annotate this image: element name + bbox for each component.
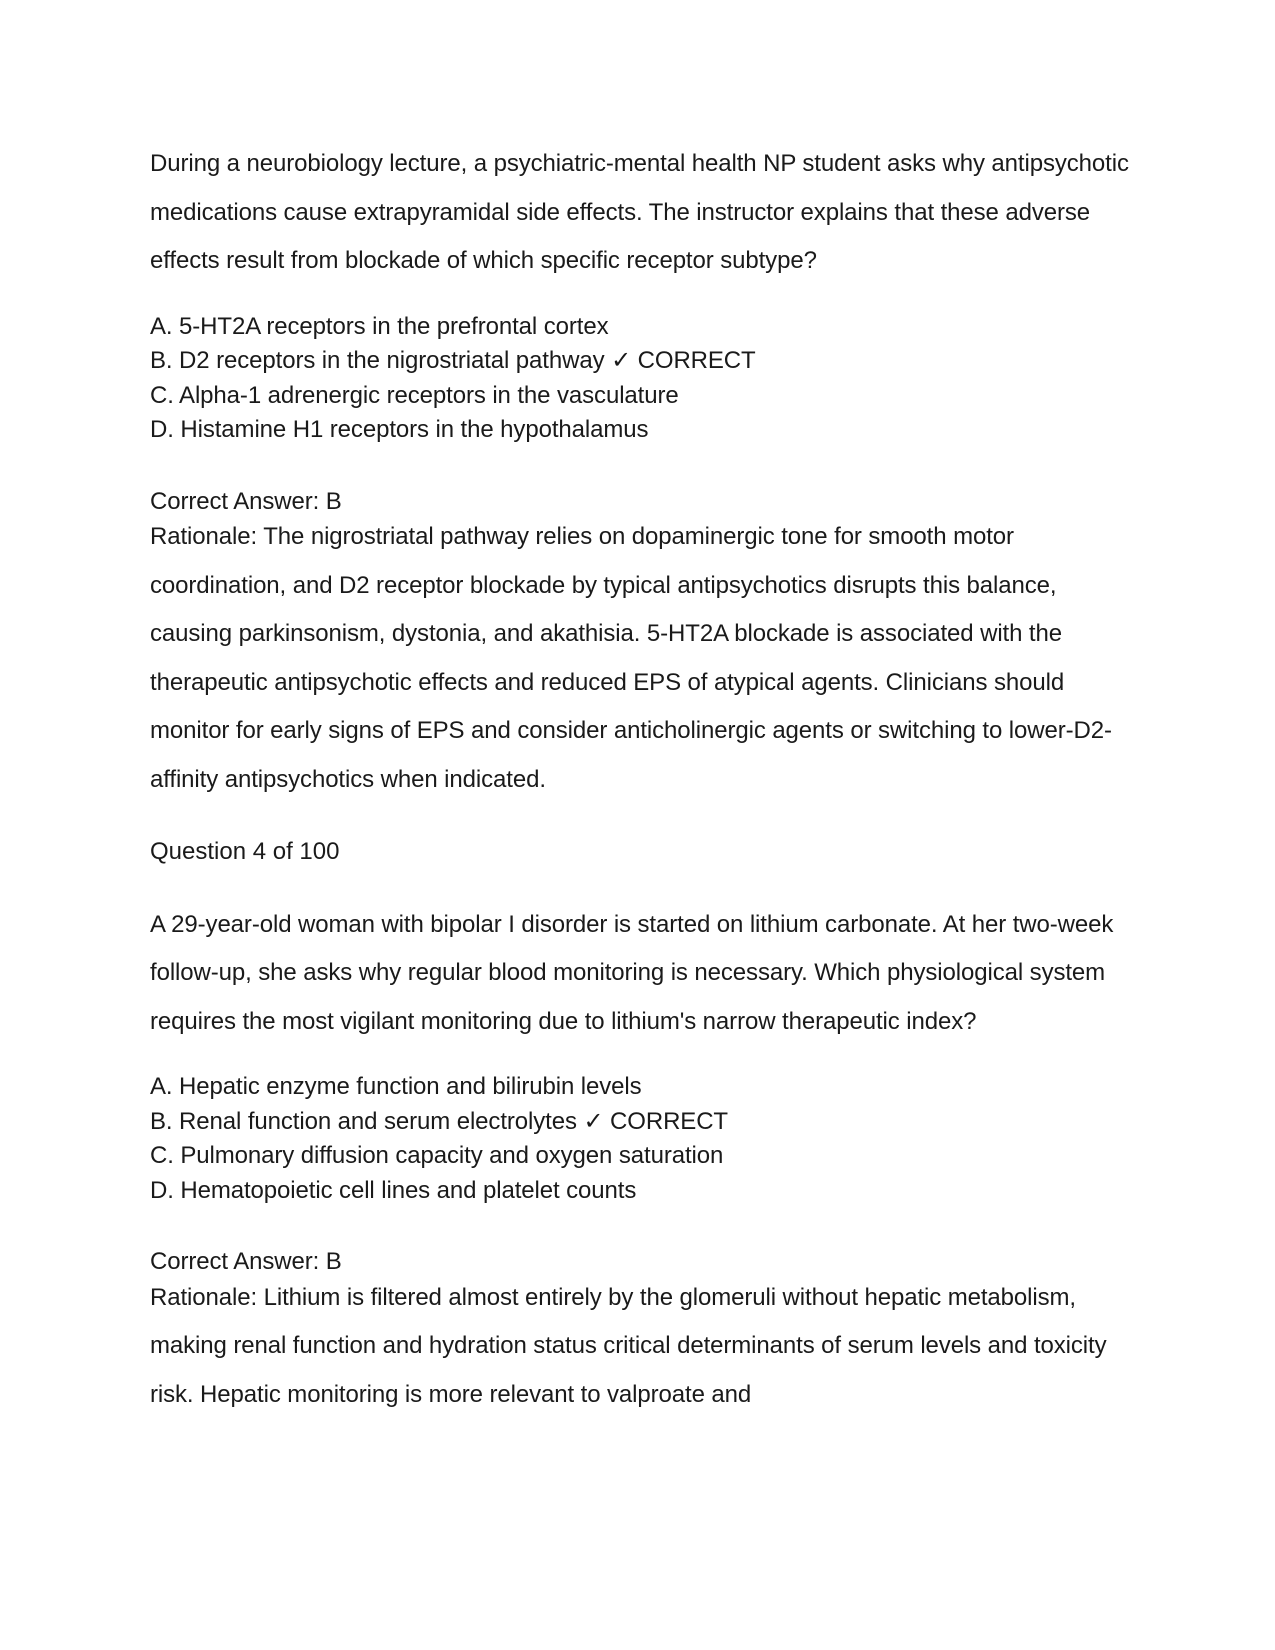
question-number: Question 4 of 100 [150,838,340,865]
option-c: C. Pulmonary diffusion capacity and oxygen saturation [150,1142,724,1169]
correct-answer: Correct Answer: B [150,1248,342,1275]
correct-answer: Correct Answer: B [150,487,342,515]
answer-block [150,485,1130,805]
answer-block [150,1245,1130,1419]
question-stem: A 29-year-old woman with bipolar I disorder is started on lithium carbonate. At her two-week follow-up, she asks why regular blood monitoring is necessary. Which physiological system requires the most vigilant monitoring due to lithium's narrow therapeutic index? [150,910,1114,1035]
option-d: D. Hematopoietic cell lines and platelet counts [150,1176,637,1204]
rationale: Rationale: The nigrostriatal pathway relies on dopaminergic tone for smooth motor coordination, and D2 receptor blockade by typical antipsychotics disrupts this balance, causing parkinsonism, dystonia, and akathisia. 5-HT2A blockade is associated with the therapeutic antipsychotic effects and reduced EPS of atypical agents. Clinicians should monitor for early signs of EPS and consider anticholinergic agents or switching to lower-D2-affinity antipsychotics when indicated. [150,523,1112,793]
option-b: B. D2 receptors in the nigrostriatal pathway ✓ CORRECT [150,347,756,374]
answer-options [150,310,1130,448]
option-a: A. 5-HT2A receptors in the prefrontal cortex [150,312,609,340]
option-b: B. Renal function and serum electrolytes ✓ CORRECT [150,1107,728,1135]
answer-options [150,1070,1130,1208]
rationale: Rationale: Lithium is filtered almost entirely by the glomeruli without hepatic metabolism, making renal function and hydration status critical determinants of serum levels and toxicity risk. Hepatic monitoring is more relevant to valproate and [150,1283,1107,1408]
option-c: C. Alpha-1 adrenergic receptors in the vasculature [150,381,679,409]
option-d: D. Histamine H1 receptors in the hypothalamus [150,416,649,443]
option-a: A. Hepatic enzyme function and bilirubin levels [150,1073,642,1100]
question-stem: During a neurobiology lecture, a psychiatric-mental health NP student asks why antipsychotic medications cause extrapyramidal side effects. The instructor explains that these adverse effects result from blockade of which specific receptor subtype? [150,150,1129,274]
document-page [150,140,1130,1419]
